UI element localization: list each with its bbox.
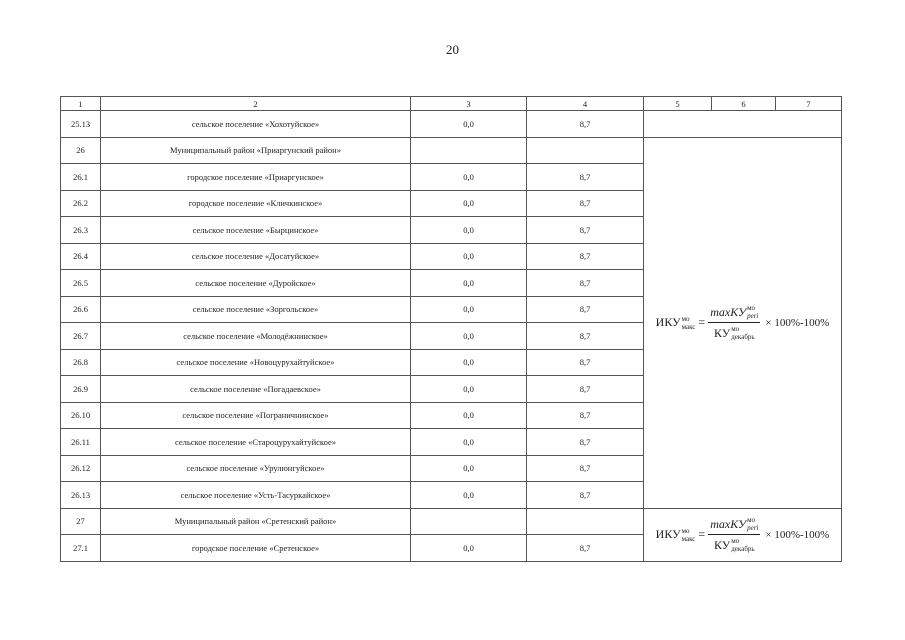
cell-name: сельское поселение «Дуройское»	[101, 270, 411, 297]
cell-num: 26.2	[61, 190, 101, 217]
data-table	[60, 96, 842, 562]
formula-fraction	[708, 304, 760, 341]
header-cell: 1	[61, 97, 101, 111]
cell-c3: 0,0	[411, 296, 527, 323]
header-cell: 2	[101, 97, 411, 111]
formula-den-main: КУ	[713, 325, 731, 340]
cell-name: Муниципальный район «Сретенский район»	[101, 508, 411, 535]
cell-c3: 0,0	[411, 164, 527, 191]
cell-name: Муниципальный район «Приаргунский район»	[101, 137, 411, 164]
cell-c4: 8,7	[527, 402, 644, 429]
header-row	[61, 97, 842, 111]
header-cell: 5	[644, 97, 712, 111]
cell-num: 26.8	[61, 349, 101, 376]
formula-lhs-main: ИКУ	[655, 527, 681, 541]
cell-c3	[411, 508, 527, 535]
cell-c4: 8,7	[527, 164, 644, 191]
cell-num: 26	[61, 137, 101, 164]
cell-name: сельское поселение «Молодёжнинское»	[101, 323, 411, 350]
formula-den-indices	[731, 325, 754, 341]
cell-c3: 0,0	[411, 190, 527, 217]
cell-c3: 0,0	[411, 111, 527, 138]
formula-tail: × 100%-100%	[765, 316, 830, 329]
cell-num: 26.12	[61, 455, 101, 482]
formula-lhs	[656, 315, 696, 331]
cell-c4: 8,7	[527, 535, 644, 562]
cell-c4: 8,7	[527, 217, 644, 244]
cell-c4	[527, 508, 644, 535]
cell-c3: 0,0	[411, 402, 527, 429]
formula-lhs-indices	[682, 527, 696, 543]
cell-num: 27.1	[61, 535, 101, 562]
formula-lhs-sub: макс	[681, 322, 696, 331]
formula-lhs-indices	[682, 315, 696, 331]
formula-num-indices	[747, 516, 758, 532]
header-cell: 4	[527, 97, 644, 111]
formula-numerator	[708, 304, 760, 323]
formula-lhs-main: ИКУ	[655, 315, 681, 329]
formula-lhs-sub: макс	[681, 534, 696, 543]
cell-num: 26.7	[61, 323, 101, 350]
table-body	[61, 97, 842, 562]
empty-merged-cell	[644, 111, 842, 138]
formula-equals: =	[698, 527, 706, 541]
formula-tail: × 100%-100%	[765, 528, 830, 541]
cell-name: сельское поселение «Досатуйское»	[101, 243, 411, 270]
cell-name: сельское поселение «Новоцурухайтуйское»	[101, 349, 411, 376]
cell-c3: 0,0	[411, 376, 527, 403]
formula-den-indices	[731, 537, 754, 553]
cell-num: 26.1	[61, 164, 101, 191]
formula-numerator	[708, 516, 760, 535]
cell-name: городское поселение «Сретенское»	[101, 535, 411, 562]
cell-num: 26.10	[61, 402, 101, 429]
cell-c4: 8,7	[527, 190, 644, 217]
cell-num: 26.3	[61, 217, 101, 244]
cell-name: городское поселение «Кличкинское»	[101, 190, 411, 217]
cell-c3: 0,0	[411, 349, 527, 376]
formula-denominator	[714, 535, 755, 553]
formula-den-main: КУ	[713, 537, 731, 552]
table-row	[61, 508, 842, 535]
cell-c3: 0,0	[411, 243, 527, 270]
cell-name: сельское поселение «Староцурухайтуйское»	[101, 429, 411, 456]
cell-c4: 8,7	[527, 349, 644, 376]
cell-c4: 8,7	[527, 455, 644, 482]
cell-c4: 8,7	[527, 482, 644, 509]
formula-num-sup: мо	[747, 304, 756, 312]
cell-c4: 8,7	[527, 111, 644, 138]
header-cell: 3	[411, 97, 527, 111]
cell-num: 27	[61, 508, 101, 535]
formula-num-sub: peri	[747, 312, 759, 320]
header-cell: 7	[776, 97, 842, 111]
cell-c3: 0,0	[411, 482, 527, 509]
table-row	[61, 137, 842, 164]
page-number: 20	[446, 42, 459, 57]
formula	[656, 516, 830, 553]
cell-num: 25.13	[61, 111, 101, 138]
cell-c3: 0,0	[411, 217, 527, 244]
cell-name: сельское поселение «Зоргольское»	[101, 296, 411, 323]
formula-den-sup: мо	[731, 325, 740, 333]
formula-equals: =	[698, 315, 706, 329]
formula-num-sub: peri	[747, 524, 759, 532]
formula-cell	[644, 508, 842, 561]
cell-num: 26.9	[61, 376, 101, 403]
cell-c3: 0,0	[411, 323, 527, 350]
formula-den-sub: декабрь	[731, 333, 755, 341]
formula-den-sub: декабрь	[731, 545, 755, 553]
cell-c3: 0,0	[411, 270, 527, 297]
formula-cell	[644, 137, 842, 508]
formula-denominator	[714, 323, 755, 341]
cell-num: 26.4	[61, 243, 101, 270]
formula-fraction	[708, 516, 760, 553]
cell-c3: 0,0	[411, 429, 527, 456]
formula-lhs-sup: мо	[681, 526, 690, 535]
table-row	[61, 111, 842, 138]
formula-lhs-sup: мо	[681, 314, 690, 323]
cell-num: 26.11	[61, 429, 101, 456]
formula-num-indices	[747, 304, 758, 320]
cell-name: сельское поселение «Урулюнгуйское»	[101, 455, 411, 482]
formula-den-sup: мо	[731, 537, 740, 545]
cell-c4: 8,7	[527, 376, 644, 403]
cell-num: 26.6	[61, 296, 101, 323]
cell-name: сельское поселение «Хохотуйское»	[101, 111, 411, 138]
cell-num: 26.5	[61, 270, 101, 297]
cell-c4: 8,7	[527, 429, 644, 456]
cell-num: 26.13	[61, 482, 101, 509]
formula-lhs	[656, 527, 696, 543]
cell-c4	[527, 137, 644, 164]
cell-name: сельское поселение «Усть-Тасуркайское»	[101, 482, 411, 509]
cell-name: сельское поселение «Пограничнинское»	[101, 402, 411, 429]
cell-c4: 8,7	[527, 243, 644, 270]
cell-c3: 0,0	[411, 455, 527, 482]
cell-name: городское поселение «Приаргунское»	[101, 164, 411, 191]
header-cell: 6	[712, 97, 776, 111]
formula-num-main: maxКУ	[710, 304, 747, 319]
formula-num-main: maxКУ	[710, 516, 747, 531]
cell-c4: 8,7	[527, 270, 644, 297]
formula-num-sup: мо	[747, 516, 756, 524]
cell-c4: 8,7	[527, 296, 644, 323]
cell-c4: 8,7	[527, 323, 644, 350]
cell-name: сельское поселение «Погадаевское»	[101, 376, 411, 403]
cell-c3: 0,0	[411, 535, 527, 562]
cell-c3	[411, 137, 527, 164]
cell-name: сельское поселение «Бырцинское»	[101, 217, 411, 244]
formula	[656, 304, 830, 341]
